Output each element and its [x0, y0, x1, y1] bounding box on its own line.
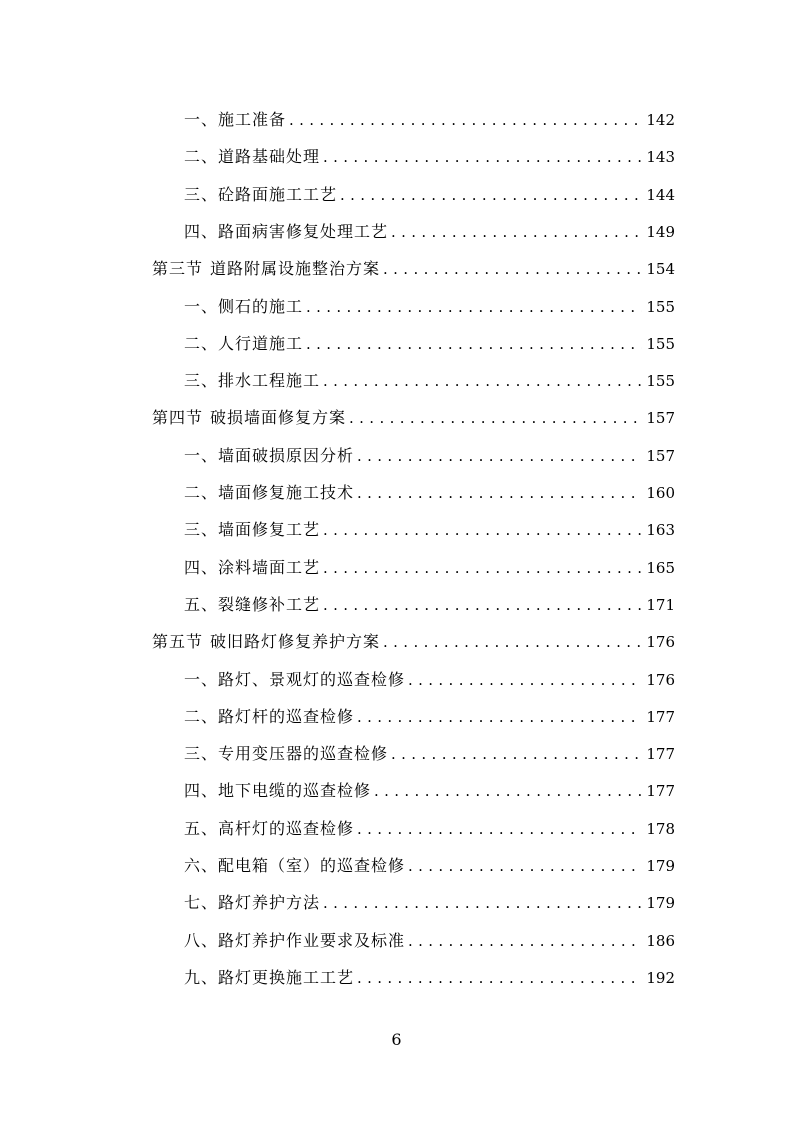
toc-entry-title [184, 368, 320, 394]
toc-entry[interactable] [184, 965, 675, 991]
toc-entry-title [184, 555, 320, 581]
toc-dot-leader [357, 816, 642, 842]
toc-dot-leader [323, 368, 642, 394]
toc-entry-title [184, 890, 320, 916]
toc-entry-text: 四、地下电缆的巡查检修 [184, 781, 372, 800]
toc-section-number: 第五节 [152, 632, 204, 651]
toc-dot-leader [391, 219, 642, 245]
toc-entry-title [184, 443, 354, 469]
toc-section-entry[interactable] [152, 256, 675, 282]
toc-section-entry[interactable] [152, 629, 675, 655]
toc-entry[interactable] [184, 517, 675, 543]
toc-dot-leader [357, 965, 642, 991]
toc-entry-text: 九、路灯更换施工工艺 [184, 968, 355, 987]
toc-page-number: 177 [646, 745, 675, 763]
toc-dot-leader [357, 443, 642, 469]
toc-entry-text: 二、道路基础处理 [184, 147, 321, 166]
toc-entry[interactable] [184, 592, 675, 618]
toc-page-number: 171 [646, 596, 675, 614]
toc-page-number: 178 [646, 820, 675, 838]
toc-entry-title [184, 144, 320, 170]
toc-page-number: 155 [646, 335, 675, 353]
toc-entry[interactable] [184, 219, 675, 245]
toc-section-number: 第三节 [152, 259, 204, 278]
toc-page-number: 143 [646, 148, 675, 166]
toc-entry-title [184, 294, 303, 320]
toc-entry-text: 四、涂料墙面工艺 [184, 558, 321, 577]
toc-dot-leader [383, 256, 642, 282]
toc-dot-leader [289, 107, 642, 133]
toc-dot-leader [374, 778, 642, 804]
toc-entry[interactable] [184, 555, 675, 581]
toc-entry-text: 一、施工准备 [184, 110, 287, 129]
toc-dot-leader [357, 704, 642, 730]
toc-entry[interactable] [184, 294, 675, 320]
toc-page-number: 160 [646, 484, 675, 502]
toc-entry[interactable] [184, 144, 675, 170]
toc-page-number: 179 [646, 894, 675, 912]
toc-entry-text: 八、路灯养护作业要求及标准 [184, 931, 406, 950]
toc-dot-leader [340, 182, 642, 208]
toc-page-number: 149 [646, 223, 675, 241]
toc-page-number: 192 [646, 969, 675, 987]
toc-dot-leader [383, 629, 642, 655]
toc-dot-leader [323, 517, 642, 543]
toc-entry-title [184, 816, 354, 842]
toc-entry[interactable] [184, 853, 675, 879]
toc-entry-text: 一、墙面破损原因分析 [184, 446, 355, 465]
toc-entry[interactable] [184, 704, 675, 730]
toc-page-number: 179 [646, 857, 675, 875]
toc-entry[interactable] [184, 480, 675, 506]
toc-dot-leader [408, 853, 642, 879]
toc-entry-title [184, 965, 354, 991]
page-number: 6 [391, 1030, 402, 1049]
toc-page-number: 165 [646, 559, 675, 577]
toc-entry-text: 七、路灯养护方法 [184, 893, 321, 912]
toc-entry-title [184, 592, 320, 618]
toc-entry-title [152, 256, 380, 282]
toc-entry-title [184, 778, 371, 804]
toc-entry-text: 一、侧石的施工 [184, 297, 304, 316]
toc-page-number: 154 [646, 260, 675, 278]
toc-entry-text: 三、排水工程施工 [184, 371, 321, 390]
toc-page-number: 177 [646, 782, 675, 800]
toc-page-number: 155 [646, 372, 675, 390]
toc-entry-title [152, 405, 346, 431]
toc-entry[interactable] [184, 443, 675, 469]
toc-entry-text: 破旧路灯修复养护方案 [210, 632, 381, 651]
toc-entry-text: 破损墙面修复方案 [210, 408, 347, 427]
toc-entry-title [184, 331, 303, 357]
toc-entry-title [184, 107, 286, 133]
toc-dot-leader [323, 592, 642, 618]
toc-page-number: 186 [646, 932, 675, 950]
toc-entry[interactable] [184, 741, 675, 767]
toc-dot-leader [357, 480, 642, 506]
toc-entry[interactable] [184, 890, 675, 916]
toc-dot-leader [323, 555, 642, 581]
toc-entry-title [184, 928, 405, 954]
toc-dot-leader [408, 928, 642, 954]
toc-page-number: 163 [646, 521, 675, 539]
toc-entry[interactable] [184, 928, 675, 954]
toc-dot-leader [391, 741, 642, 767]
toc-entry-text: 三、墙面修复工艺 [184, 520, 321, 539]
toc-entry-title [184, 517, 320, 543]
toc-entry-title [184, 853, 405, 879]
toc-entry[interactable] [184, 107, 675, 133]
toc-page-number: 157 [646, 409, 675, 427]
toc-entry-text: 道路附属设施整治方案 [210, 259, 381, 278]
toc-dot-leader [408, 667, 642, 693]
toc-entry-text: 三、专用变压器的巡查检修 [184, 744, 389, 763]
toc-entry-title [184, 219, 388, 245]
toc-entry[interactable] [184, 778, 675, 804]
toc-entry[interactable] [184, 331, 675, 357]
toc-entry-text: 二、路灯杆的巡查检修 [184, 707, 355, 726]
toc-entry-text: 五、高杆灯的巡查检修 [184, 819, 355, 838]
toc-section-entry[interactable] [152, 405, 675, 431]
toc-entry-title [184, 741, 388, 767]
toc-entry-title [184, 480, 354, 506]
toc-entry-text: 三、砼路面施工工艺 [184, 185, 338, 204]
toc-entry-text: 一、路灯、景观灯的巡查检修 [184, 670, 406, 689]
toc-page-number: 177 [646, 708, 675, 726]
toc-entry[interactable] [184, 182, 675, 208]
toc-entry-text: 二、人行道施工 [184, 334, 304, 353]
toc-page-number: 144 [646, 186, 675, 204]
toc-page-number: 142 [646, 111, 675, 129]
toc-entry[interactable] [184, 667, 675, 693]
toc-dot-leader [306, 331, 642, 357]
toc-entry-title [152, 629, 380, 655]
toc-dot-leader [349, 405, 642, 431]
toc-dot-leader [323, 144, 642, 170]
toc-dot-leader [306, 294, 642, 320]
toc-entry[interactable] [184, 368, 675, 394]
toc-page-number: 176 [646, 671, 675, 689]
toc-dot-leader [323, 890, 642, 916]
toc-entry-title [184, 182, 337, 208]
toc-page-number: 157 [646, 447, 675, 465]
toc-entry-title [184, 704, 354, 730]
toc-page-number: 176 [646, 633, 675, 651]
toc-entry-text: 五、裂缝修补工艺 [184, 595, 321, 614]
toc-entry-title [184, 667, 405, 693]
toc-entry-text: 六、配电箱（室）的巡查检修 [184, 856, 406, 875]
toc-entry-text: 二、墙面修复施工技术 [184, 483, 355, 502]
toc-page-number: 155 [646, 298, 675, 316]
toc-entry[interactable] [184, 816, 675, 842]
toc-entry-text: 四、路面病害修复处理工艺 [184, 222, 389, 241]
toc-section-number: 第四节 [152, 408, 204, 427]
